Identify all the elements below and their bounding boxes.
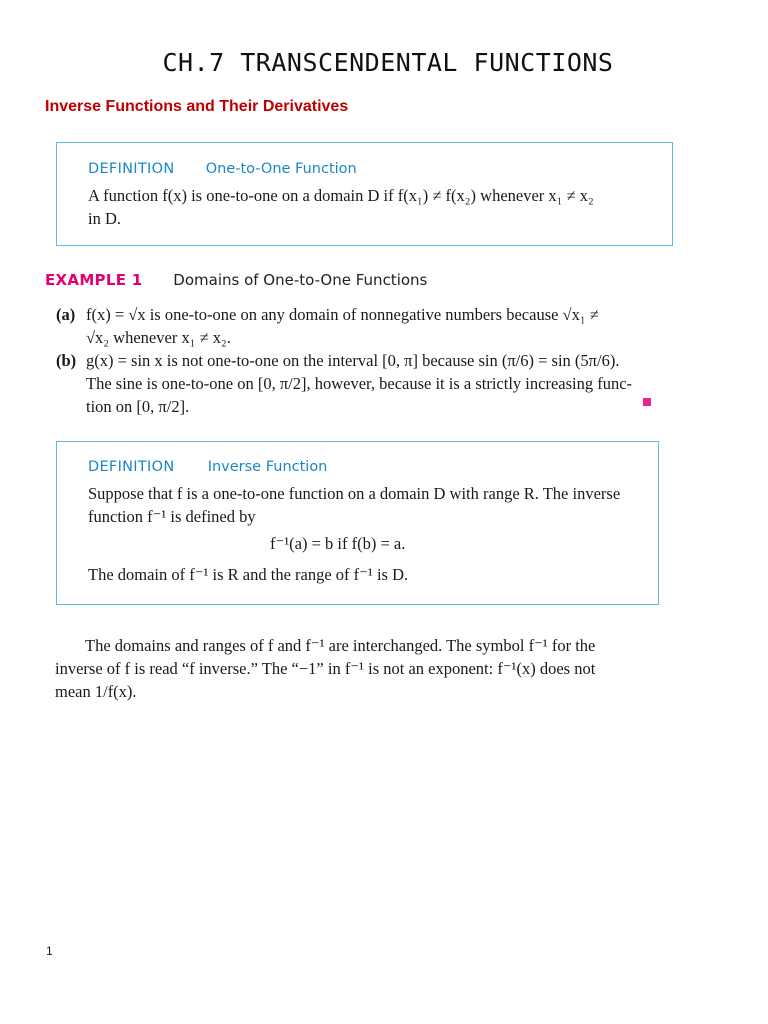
paragraph-line: The domains and ranges of f and f⁻¹ are interchanged. The symbol f⁻¹ for the <box>85 636 596 655</box>
part-line: √x₂ whenever x₁ ≠ x₂. <box>86 328 231 347</box>
definition-line: A function f(x) is one-to-one on a domain D if f(x₁) ≠ f(x₂) whenever x₁ ≠ x₂ <box>88 186 594 205</box>
part-line: f(x) = √x is one-to-one on any domain of nonnegative numbers because √x₁ ≠ <box>86 305 599 324</box>
definition-line: The domain of f⁻¹ is R and the range of f⁻¹ is D. <box>88 565 409 584</box>
part-line: g(x) = sin x is not one-to-one on the interval [0, π] because sin (π/6) = sin (5π/6). <box>86 351 620 370</box>
definition-heading <box>88 161 357 177</box>
definition-name: Inverse Function <box>207 459 328 475</box>
end-of-example-mark <box>643 398 651 406</box>
part-label: (b) <box>56 351 77 370</box>
definition-label: DEFINITION <box>88 459 175 475</box>
definition-text <box>88 184 668 230</box>
example-part-b <box>56 349 666 418</box>
example-label: EXAMPLE 1 <box>45 271 143 289</box>
definition-line: in D. <box>88 209 121 228</box>
page-number: 1 <box>46 944 53 958</box>
definition-name: One-to-One Function <box>205 161 357 177</box>
definition-box-inverse-function <box>56 441 659 605</box>
example-part-a <box>56 303 656 349</box>
page-title: CH.7 TRANSCENDENTAL FUNCTIONS <box>162 48 614 77</box>
part-label: (a) <box>56 305 76 324</box>
part-line: The sine is one-to-one on [0, π/2], however, because it is a strictly increasing func- <box>86 374 633 393</box>
paragraph-line: mean 1/f(x). <box>55 682 137 701</box>
example-heading <box>45 271 427 289</box>
part-line: tion on [0, π/2]. <box>86 397 190 416</box>
definition-line: function f⁻¹ is defined by <box>88 507 256 526</box>
definition-line: Suppose that f is a one-to-one function on a domain D with range R. The inverse <box>88 484 621 503</box>
explanation-paragraph <box>55 634 655 703</box>
inverse-definition-formula: f⁻¹(a) = b if f(b) = a. <box>270 534 406 553</box>
example-title: Domains of One-to-One Functions <box>173 271 428 289</box>
definition-label: DEFINITION <box>88 161 175 177</box>
definition-text <box>88 482 648 528</box>
definition-heading <box>88 459 327 475</box>
section-subtitle: Inverse Functions and Their Derivatives <box>45 98 349 115</box>
definition-box-one-to-one <box>56 142 673 246</box>
paragraph-line: inverse of f is read “f inverse.” The “−1” in f⁻¹ is not an exponent: f⁻¹(x) does not <box>55 659 596 678</box>
